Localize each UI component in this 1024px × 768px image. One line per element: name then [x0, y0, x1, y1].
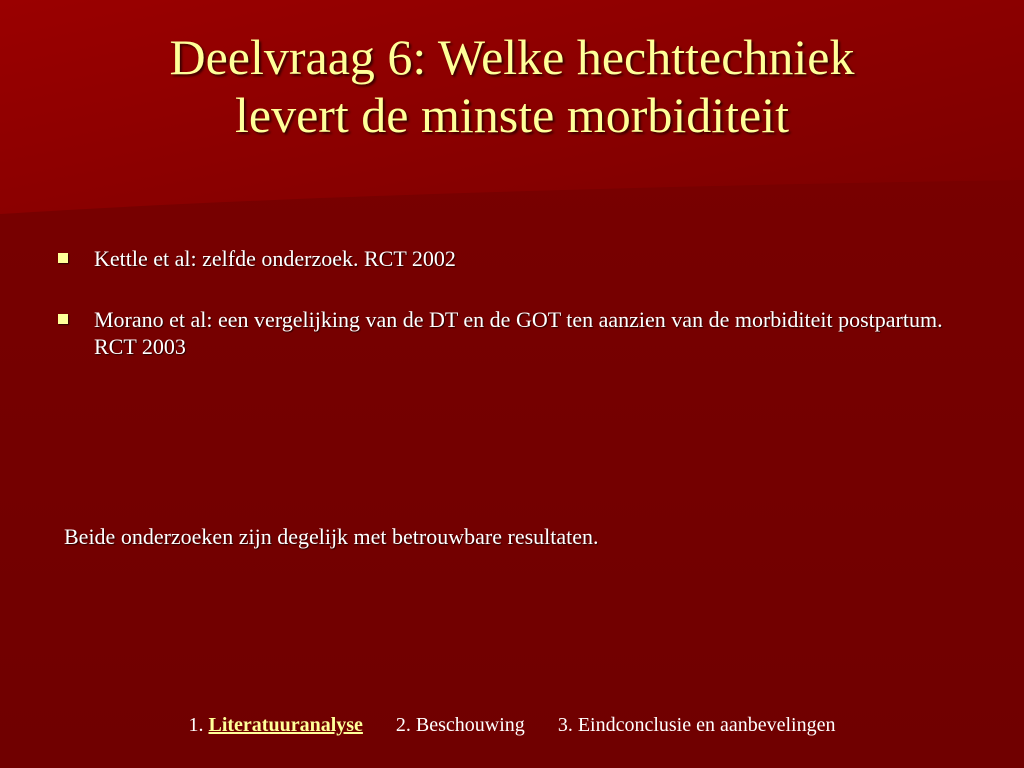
nav-link-literatuuranalyse[interactable]: Literatuuranalyse [208, 714, 363, 736]
nav-number: 2. [395, 714, 411, 736]
conclusion-text: Beide onderzoeken zijn degelijk met betrouwbare resultaten. [64, 524, 599, 549]
bullet-item [58, 306, 958, 360]
square-bullet-icon [58, 314, 68, 324]
slide-title [40, 28, 984, 144]
bullet-list [58, 245, 958, 394]
nav-item-beschouwing[interactable] [396, 712, 525, 738]
slide-title-line-2: levert de minste morbiditeit [234, 87, 790, 143]
nav-item-literatuuranalyse[interactable] [188, 712, 362, 738]
nav-item-eindconclusie[interactable] [558, 712, 836, 738]
bullet-item [58, 245, 958, 272]
nav-link-beschouwing[interactable]: Beschouwing [415, 714, 525, 736]
bullet-text: Kettle et al: zelfde onderzoek. RCT 2002 [94, 246, 456, 271]
nav-number: 3. [557, 714, 573, 736]
nav-number: 1. [188, 714, 204, 736]
square-bullet-icon [58, 253, 68, 263]
bullet-text: Morano et al: een vergelijking van de DT en de GOT ten aanzien van de morbiditeit postpartum. RCT 2003 [94, 307, 943, 359]
nav-link-eindconclusie[interactable]: Eindconclusie en aanbevelingen [577, 714, 836, 736]
slide-title-line-1: Deelvraag 6: Welke hechttechniek [169, 29, 855, 85]
footer-navigation [0, 712, 1024, 738]
